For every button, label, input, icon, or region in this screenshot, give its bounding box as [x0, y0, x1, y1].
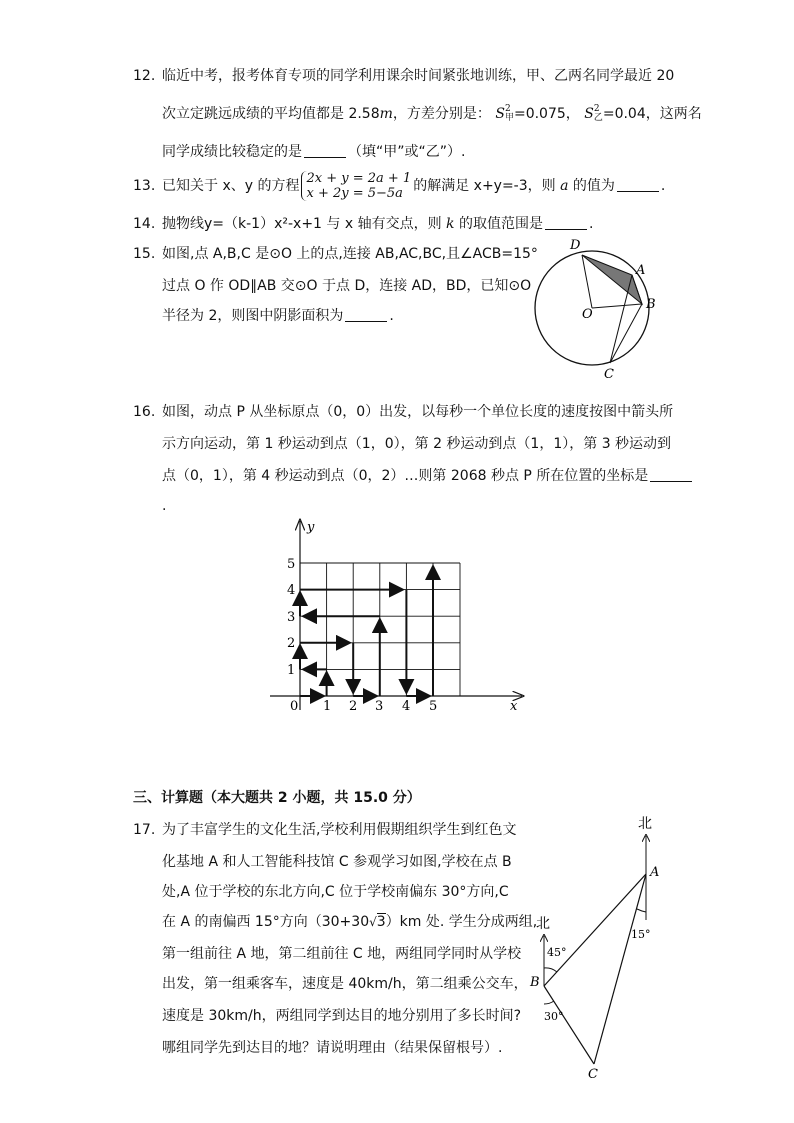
text: （填“甲”或“乙”）.	[348, 144, 466, 160]
angle-arc-45	[544, 968, 557, 972]
text: 半径为 2，则图中阴影面积为	[162, 308, 344, 324]
answer-blank[interactable]	[304, 143, 346, 158]
question-number: 16.	[133, 404, 156, 420]
text: =0.075，	[513, 106, 580, 122]
x-tick-2: 2	[349, 699, 358, 714]
direction-figure	[520, 808, 670, 1083]
question-text	[162, 214, 593, 234]
y-tick-3: 3	[287, 610, 296, 625]
label-a: A	[636, 263, 646, 278]
segment-bc	[544, 986, 594, 1064]
equation-system: 2x + y = 2a + 1 x + 2y = 5−5a	[301, 171, 411, 201]
unit: m	[379, 106, 393, 122]
label-b: B	[530, 975, 540, 990]
north-label-a: 北	[638, 816, 652, 832]
answer-blank[interactable]	[650, 467, 692, 482]
section-title: 三、计算题（本大题共 2 小题，共 15.0 分）	[133, 790, 421, 806]
y-tick-4: 4	[287, 583, 296, 598]
origin-label: 0	[290, 699, 299, 714]
segment-od	[582, 255, 592, 308]
answer-blank[interactable]	[617, 177, 659, 192]
text: ，方差分别是：	[392, 106, 491, 122]
variable: a	[560, 178, 569, 194]
angle-arc-15	[637, 909, 646, 912]
question-text: 为了丰富学生的文化生活,学校利用假期组织学生到红色文	[162, 822, 517, 838]
label-a: A	[650, 865, 660, 880]
x-tick-3: 3	[375, 699, 384, 714]
question-text: 处,A 位于学校的东北方向,C 位于学校南偏东 30°方向,C	[162, 884, 509, 900]
text: ）km 处. 学生分成两组,	[385, 914, 538, 930]
question-text-line3	[162, 142, 465, 162]
text: 的值为	[572, 178, 615, 194]
x-tick-4: 4	[402, 699, 411, 714]
text: =0.04，这两名	[602, 106, 702, 122]
question-number: 14.	[133, 216, 156, 232]
variance-symbol: S 2 乙	[584, 104, 603, 123]
text: .	[660, 178, 666, 194]
question-text: 哪组同学先到达目的地？请说明理由（结果保留根号）.	[162, 1040, 503, 1056]
text: 次立定跳远成绩的平均值都是 2.58	[162, 106, 380, 122]
label-c: C	[604, 367, 614, 382]
question-text: 第一组前往 A 地，第二组前往 C 地，两组同学同时从学校	[162, 946, 522, 962]
angle-arc-30	[544, 1001, 554, 1004]
circle-figure	[530, 232, 670, 382]
question-text: 过点 O 作 OD∥AB 交⊙O 于点 D，连接 AD，BD，已知⊙O	[162, 278, 532, 294]
path-arrows	[300, 568, 433, 696]
text: .	[588, 216, 594, 232]
shaded-region	[582, 255, 642, 304]
question-text: 化基地 A 和人工智能科技馆 C 参观学习如图,学校在点 B	[162, 854, 512, 870]
text: 点（0，1），第 4 秒运动到点（0，2）…则第 2068 秒点 P 所在位置的坐标是	[162, 468, 649, 484]
question-text	[162, 912, 537, 932]
question-text: 如图，动点 P 从坐标原点（0，0）出发，以每秒一个单位长度的速度按图中箭头所	[162, 404, 674, 420]
axis-label-x: x	[510, 699, 518, 714]
sqrt-sign: √	[369, 915, 377, 929]
angle-30: 30°	[544, 1010, 564, 1023]
question-number: 17.	[133, 822, 156, 838]
question-text: .	[162, 498, 167, 514]
question-text: 示方向运动，第 1 秒运动到点（1，0），第 2 秒运动到点（1，1），第 3 秒运动到	[162, 436, 672, 452]
x-tick-1: 1	[323, 699, 332, 714]
question-text	[162, 306, 394, 326]
answer-blank[interactable]	[345, 307, 387, 322]
question-text: 如图,点 A,B,C 是⊙O 上的点,连接 AB,AC,BC,且∠ACB=15°	[162, 246, 538, 262]
text: .	[389, 308, 394, 324]
segment-ob	[592, 304, 642, 308]
label-b: B	[646, 297, 656, 312]
question-text	[162, 466, 694, 486]
axis-label-y: y	[307, 520, 315, 535]
answer-blank[interactable]	[545, 215, 587, 230]
y-tick-2: 2	[287, 636, 296, 651]
label-o: O	[582, 307, 593, 322]
sqrt-radicand: 3	[376, 914, 386, 930]
question-text-line2	[162, 104, 702, 124]
text: 在 A 的南偏西 15°方向（30+30	[162, 914, 370, 930]
question-number: 15.	[133, 246, 156, 262]
question-text: 速度是 30km/h，两组同学到达目的地分别用了多长时间?	[162, 1008, 522, 1024]
text: 已知关于 x、y 的方程	[162, 178, 300, 194]
text: 的取值范围是	[458, 216, 543, 232]
text: 的解满足 x+y=-3，则	[413, 178, 556, 194]
x-tick-5: 5	[429, 699, 438, 714]
label-d: D	[570, 238, 581, 253]
variance-symbol: S 2 甲	[495, 104, 514, 123]
question-text: 临近中考，报考体育专项的同学利用课余时间紧张地训练，甲、乙两名同学最近 20	[162, 68, 675, 84]
y-tick-5: 5	[287, 557, 296, 572]
y-tick-1: 1	[287, 663, 296, 678]
text: 抛物线y=（k-1）x²-x+1 与 x 轴有交点，则	[162, 216, 442, 232]
question-text	[162, 168, 665, 204]
variable: k	[446, 216, 455, 232]
question-number: 12.	[133, 68, 156, 84]
angle-45: 45°	[547, 946, 567, 959]
grid-path-figure	[260, 515, 535, 715]
label-c: C	[588, 1067, 598, 1082]
text: 同学成绩比较稳定的是	[162, 144, 302, 160]
question-number: 13.	[133, 178, 156, 194]
angle-15: 15°	[631, 928, 651, 941]
question-text: 出发，第一组乘客车，速度是 40km/h，第二组乘公交车，	[162, 976, 528, 992]
north-label-b: 北	[536, 916, 550, 932]
segment-ac	[610, 275, 632, 363]
